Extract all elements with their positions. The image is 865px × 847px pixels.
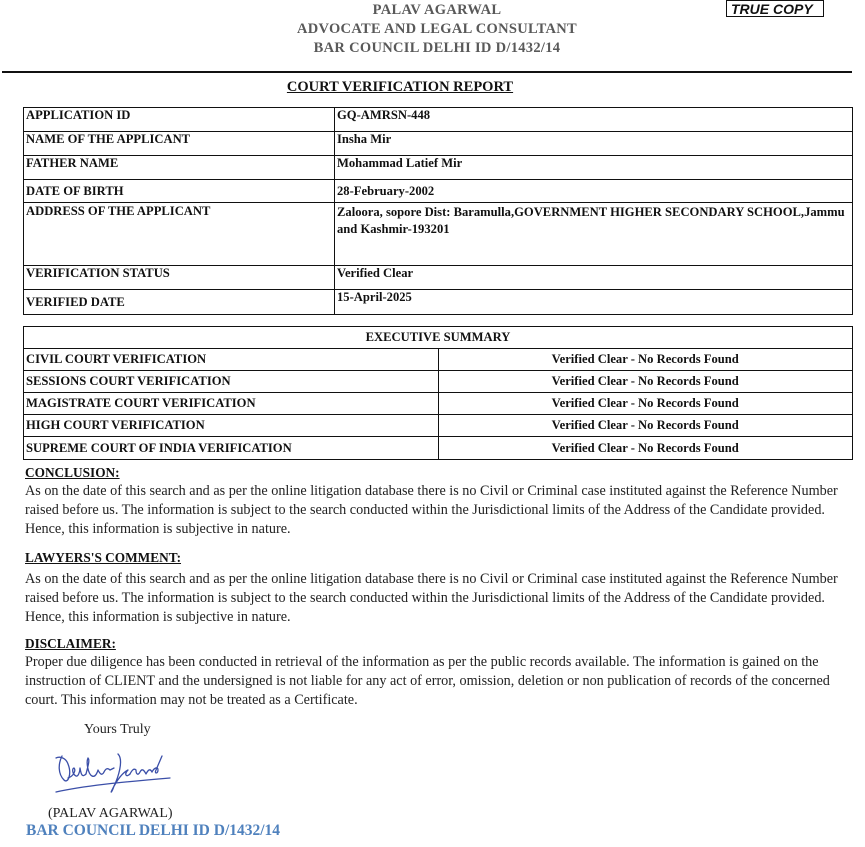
row-value: Verified Clear - No Records Found [438,371,853,393]
row-label: ADDRESS OF THE APPLICANT [24,203,335,266]
conclusion-heading: CONCLUSION: [25,465,120,480]
table-row [24,437,853,460]
table-row [24,371,853,393]
row-value: 28-February-2002 [335,180,853,203]
row-label: VERIFIED DATE [24,290,335,315]
disclaimer-text: Proper due diligence has been conducted in retrieval of the information as per the public records available. The information is gained on the instruction of CLIENT and the undersigned is not liable for any act of error, omission, deletion or non publication of records of the concerned court. This information may not be treated as a Certificate. [25,654,830,708]
row-value: Mohammad Latief Mir [335,156,853,180]
row-label: NAME OF THE APPLICANT [24,132,335,156]
row-label: SUPREME COURT OF INDIA VERIFICATION [24,437,439,460]
summary-heading: EXECUTIVE SUMMARY [24,327,853,349]
row-value: Verified Clear - No Records Found [438,437,853,460]
true-copy-stamp: TRUE COPY [726,0,824,17]
row-label: FATHER NAME [24,156,335,180]
row-value: Verified Clear [335,266,853,290]
row-label: CIVIL COURT VERIFICATION [24,349,439,371]
row-label: APPLICATION ID [24,108,335,132]
row-label: SESSIONS COURT VERIFICATION [24,371,439,393]
table-row [24,290,853,315]
lawyers-comment-text: As on the date of this search and as per the online litigation database there is no Civil or Criminal case instituted against the Reference Number raised before us. The information is subject to the search conducted within the Jurisdictional limits of the Address of the Candidate provided. Hence, this information is subjective in nature. [25,571,838,625]
closing-salutation: Yours Truly [84,722,151,737]
letterhead-designation: ADVOCATE AND LEGAL CONSULTANT [296,21,578,37]
table-row [24,415,853,437]
table-row [24,108,853,132]
row-value: GQ-AMRSN-448 [335,108,853,132]
executive-summary-table [23,326,853,460]
signatory-name: (PALAV AGARWAL) [48,806,173,821]
row-label: MAGISTRATE COURT VERIFICATION [24,393,439,415]
row-value: Verified Clear - No Records Found [438,393,853,415]
report-title: COURT VERIFICATION REPORT [286,79,514,95]
lawyers-comment-heading: LAWYERS'S COMMENT: [25,550,182,565]
row-label: VERIFICATION STATUS [24,266,335,290]
handwritten-signature [52,748,177,800]
signatory-bar-id: BAR COUNCIL DELHI ID D/1432/14 [26,822,281,839]
disclaimer-heading: DISCLAIMER: [25,636,116,651]
table-row [24,266,853,290]
table-row [24,180,853,203]
header-divider [2,71,852,73]
row-value: Zaloora, sopore Dist: Baramulla,GOVERNMENT HIGHER SECONDARY SCHOOL,Jammu and Kashmir-193201 [335,203,853,266]
letterhead-name: PALAV AGARWAL [372,2,502,18]
letterhead-bar-id: BAR COUNCIL DELHI ID D/1432/14 [313,40,561,56]
row-label: DATE OF BIRTH [24,180,335,203]
conclusion-text: As on the date of this search and as per the online litigation database there is no Civil or Criminal case instituted against the Reference Number raised before us. The information is subject to the search conducted within the Jurisdictional limits of the Address of the Candidate provided. Hence, this information is subjective in nature. [25,483,838,537]
table-row [24,327,853,349]
table-row [24,349,853,371]
row-value: Insha Mir [335,132,853,156]
table-row [24,132,853,156]
table-row [24,393,853,415]
table-row [24,203,853,266]
row-value: Verified Clear - No Records Found [438,415,853,437]
row-label: HIGH COURT VERIFICATION [24,415,439,437]
applicant-details-table [23,107,853,315]
row-value: 15-April-2025 [335,290,853,315]
table-row [24,156,853,180]
row-value: Verified Clear - No Records Found [438,349,853,371]
